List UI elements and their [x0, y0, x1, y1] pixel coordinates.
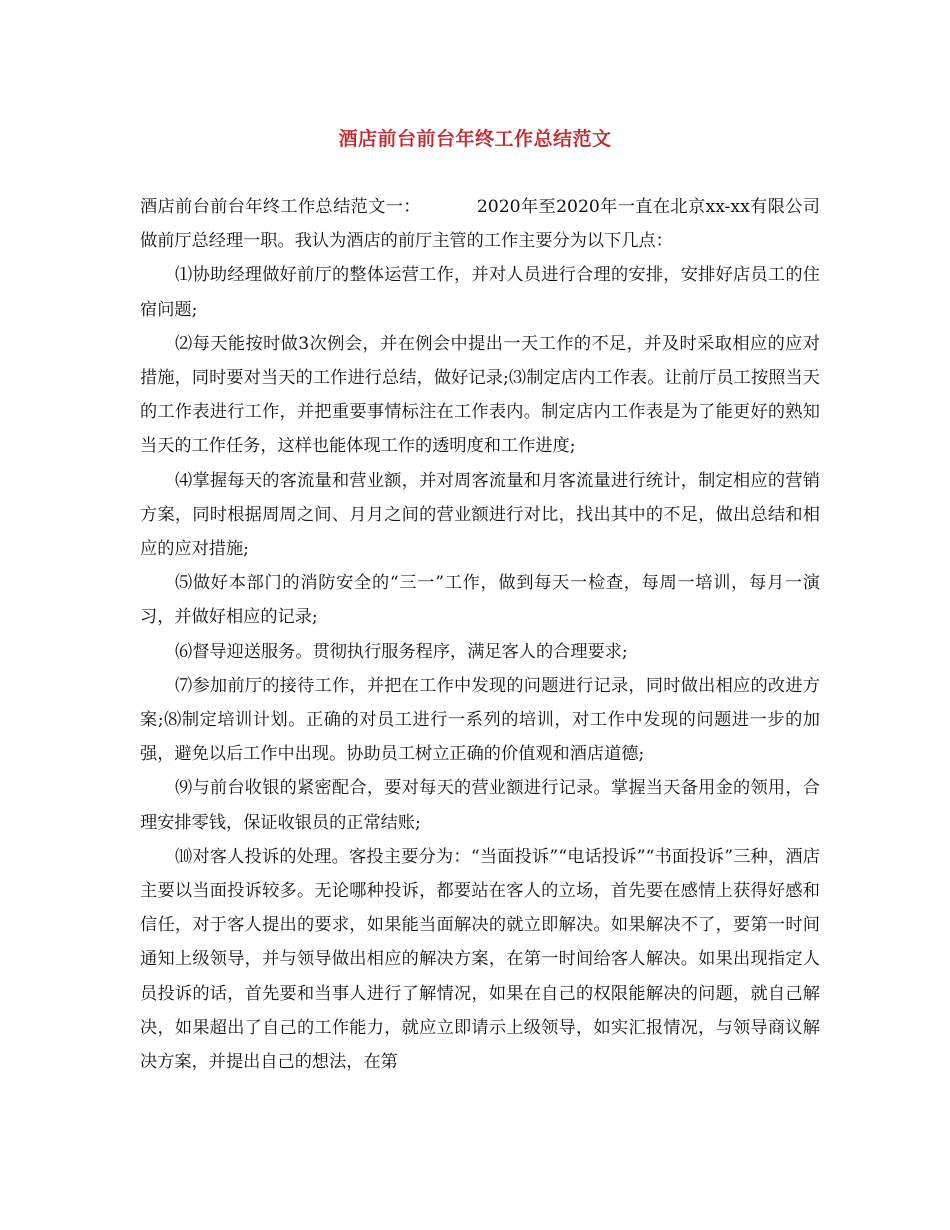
document-title: 酒店前台前台年终工作总结范文 — [338, 128, 612, 150]
document-body — [140, 190, 820, 1079]
paragraph-4: ⑷掌握每天的客流量和营业额，并对周客流量和月客流量进行统计，制定相应的营销方案，同时根据周周之间、月月之间的营业额进行对比，找出其中的不足，做出总结和相应的应对措施; — [140, 470, 820, 560]
paragraph-6: ⑹督导迎送服务。贯彻执行服务程序，满足客人的合理要求; — [175, 641, 628, 662]
paragraph-1: ⑴协助经理做好前厅的整体运营工作，并对人员进行合理的安排，安排好店员工的住宿问题; — [140, 265, 820, 320]
paragraph-9: ⑼与前台收银的紧密配合，要对每天的营业额进行记录。掌握当天备用金的领用，合理安排零钱，保证收银员的正常结账; — [140, 778, 820, 833]
paragraph-7: ⑺参加前厅的接待工作，并把在工作中发现的问题进行记录，同时做出相应的改进方案;⑻制定培训计划。正确的对员工进行一系列的培训，对工作中发现的问题进一步的加强，避免以后工作中出现。协助员工树立正确的价值观和酒店道德; — [140, 675, 820, 765]
intro-text: 2020年至2020年一直在北京xx-xx有限公司做前厅总经理一职。我认为酒店的前厅主管的工作主要分为以下几点： — [140, 197, 820, 252]
paragraph-5: ⑸做好本部门的消防安全的“三一”工作，做到每天一检查，每周一培训，每月一演习，并做好相应的记录; — [140, 573, 820, 628]
intro-label: 酒店前台前台年终工作总结范文一： — [140, 197, 421, 217]
paragraph-10: ⑽对客人投诉的处理。客投主要分为：“当面投诉”“电话投诉”“书面投诉”三种，酒店主要以当面投诉较多。无论哪种投诉，都要站在客人的立场，首先要在感情上获得好感和信任，对于客人提出的要求，如果能当面解决的就立即解决。如果解决不了，要第一时间通知上级领导，并与领导做出相应的解决方案，在第一时间给客人解决。如果出现指定人员投诉的话，首先要和当事人进行了解情况，如果在自己的权限能解决的问题，就自己解决，如果超出了自己的工作能力，就应立即请示上级领导，如实汇报情况，与领导商议解决方案，并提出自己的想法，在第 — [140, 846, 820, 1073]
paragraph-2: ⑵每天能按时做3次例会，并在例会中提出一天工作的不足，并及时采取相应的应对措施，同时要对当天的工作进行总结，做好记录;⑶制定店内工作表。让前厅员工按照当天的工作表进行工作，并把重要事情标注在工作表内。制定店内工作表是为了能更好的熟知当天的工作任务，这样也能体现工作的透明度和工作进度; — [140, 333, 820, 457]
intro-paragraph — [140, 190, 820, 258]
